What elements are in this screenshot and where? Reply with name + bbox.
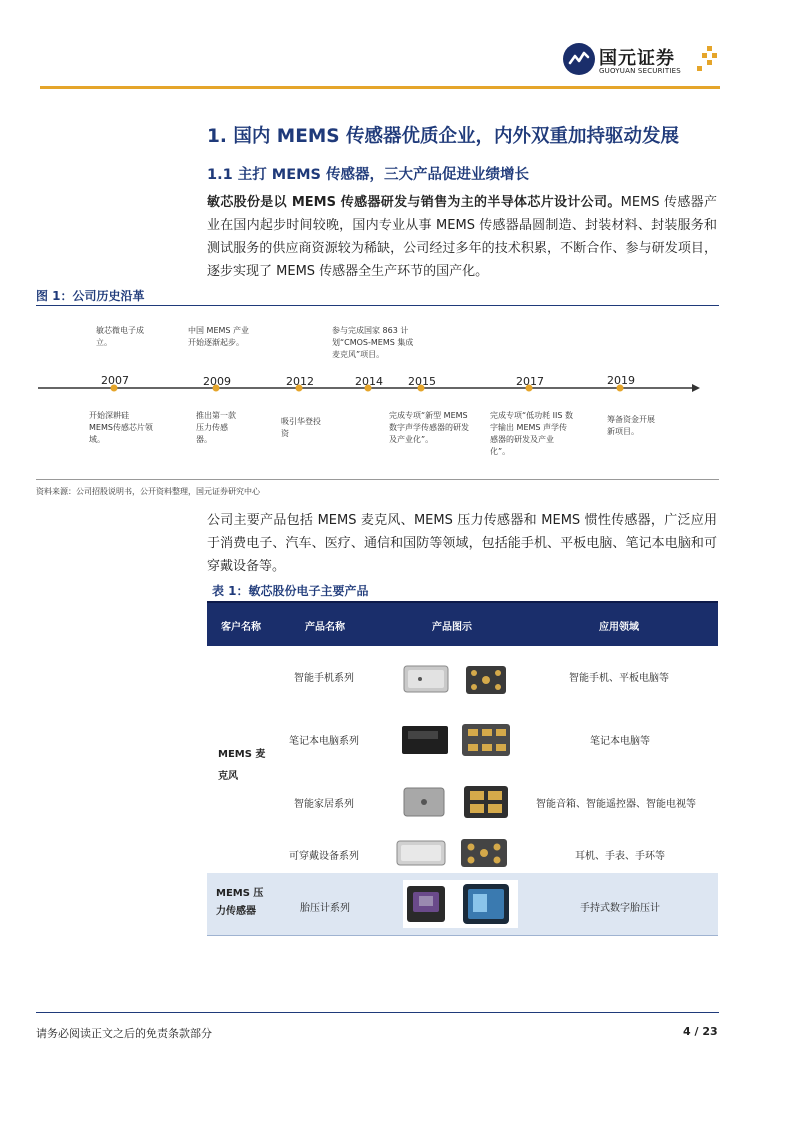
table-header-cell: 产品图示 [432,622,472,633]
footer-disclaimer: 请务必阅读正文之后的免责条款部分 [36,1027,212,1040]
timeline-year: 2009 [203,375,231,388]
product-image-smartphone-mic [400,660,520,700]
table-header-cell: 产品名称 [305,622,345,633]
table-bottom-rule [207,935,718,936]
timeline-arrow-icon [692,384,700,392]
table-header-cell: 应用领域 [599,622,639,633]
product-name: 笔记本电脑系列 [289,736,359,747]
figure-source: 资料来源：公司招股说明书，公开资料整理，国元证券研究中心 [36,487,260,496]
product-image-tire-pressure [403,880,518,928]
brand-logo [563,40,723,80]
product-application: 手持式数字胎压计 [580,903,660,914]
table-title: 表 1：敏芯股份电子主要产品 [212,584,369,598]
product-name: 胎压计系列 [300,903,350,914]
products-paragraph: 公司主要产品包括 MEMS 麦克风、MEMS 压力传感器和 MEMS 惯性传感器，广泛应用于消费电子、汽车、医疗、通信和国防等领域，包括能手机、平板电脑、笔记本电脑和可穿戴设备等。 [207,513,717,574]
page-number: 4 / 23 [683,1025,718,1038]
product-image-notebook-mic [400,720,520,760]
timeline-year: 2015 [408,375,436,388]
timeline-year: 2019 [607,374,635,387]
intro-rest: MEMS 传感器产业在国内起步时间较晚，国内专业从事 MEMS 传感器晶圆制造、封装材料、封装服务和测试服务的供应商资源较为稀缺，公司经过多年的技术积累，不断合作、参与研发项目，逐步实现了 MEMS 传感器全生产环节的国产化。 [207,195,717,279]
group-label: MEMS 麦克风 [218,749,266,782]
product-name: 智能家居系列 [294,799,354,810]
product-name: 可穿戴设备系列 [289,851,359,862]
brand-name: 国元证券 [599,48,675,69]
figure-title: 图 1：公司历史沿革 [36,289,145,303]
timeline-note: 参与完成国家 863 计划“CMOS-MEMS 集成麦克风”项目。 [332,326,414,359]
timeline-note: 吸引华登投资 [281,417,321,438]
timeline-note: 完成专项“低功耗 IIS 数字输出 MEMS 声学传感器的研发及产业化”。 [490,411,574,456]
timeline-year: 2012 [286,375,314,388]
intro-paragraph [207,191,717,283]
product-name: 智能手机系列 [294,673,354,684]
table-header [207,601,718,646]
logo-mark-icon [563,43,595,75]
timeline-note: 敏芯微电子成立。 [96,326,144,347]
product-application: 智能手机、平板电脑等 [569,673,669,684]
product-image-smarthome-mic [400,782,520,822]
table-header-cell: 客户名称 [221,622,261,633]
section-subtitle: 1.1 主打 MEMS 传感器，三大产品促进业绩增长 [207,167,530,183]
product-application: 智能音箱、智能遥控器、智能电视等 [536,799,696,810]
timeline-year: 2014 [355,375,383,388]
timeline-note: 开始深耕硅 MEMS传感芯片领域。 [89,411,153,444]
timeline-note: 筹备资金开展新项目。 [607,415,655,436]
header-divider [40,86,720,89]
brand-name-en: GUOYUAN SECURITIES [599,67,681,75]
section-title: 1. 国内 MEMS 传感器优质企业，内外双重加持驱动发展 [207,126,680,147]
timeline-year: 2007 [101,374,129,387]
product-application: 笔记本电脑等 [590,736,650,747]
product-image-wearable-mic [395,833,520,873]
product-application: 耳机、手表、手环等 [575,851,665,862]
group-label: MEMS 压力传感器 [216,888,264,917]
timeline-year: 2017 [516,375,544,388]
timeline-note: 完成专项“新型 MEMS 数字声学传感器的研发及产业化”。 [389,411,469,444]
intro-lead: 敏芯股份是以 MEMS 传感器研发与销售为主的半导体芯片设计公司。 [207,195,621,210]
timeline-note: 推出第一款压力传感器。 [196,411,236,444]
figure-bottom-rule [36,479,719,480]
timeline-note: 中国 MEMS 产业开始逐渐起步。 [188,326,250,347]
logo-dots-icon [697,46,717,72]
footer-divider [36,1012,719,1013]
